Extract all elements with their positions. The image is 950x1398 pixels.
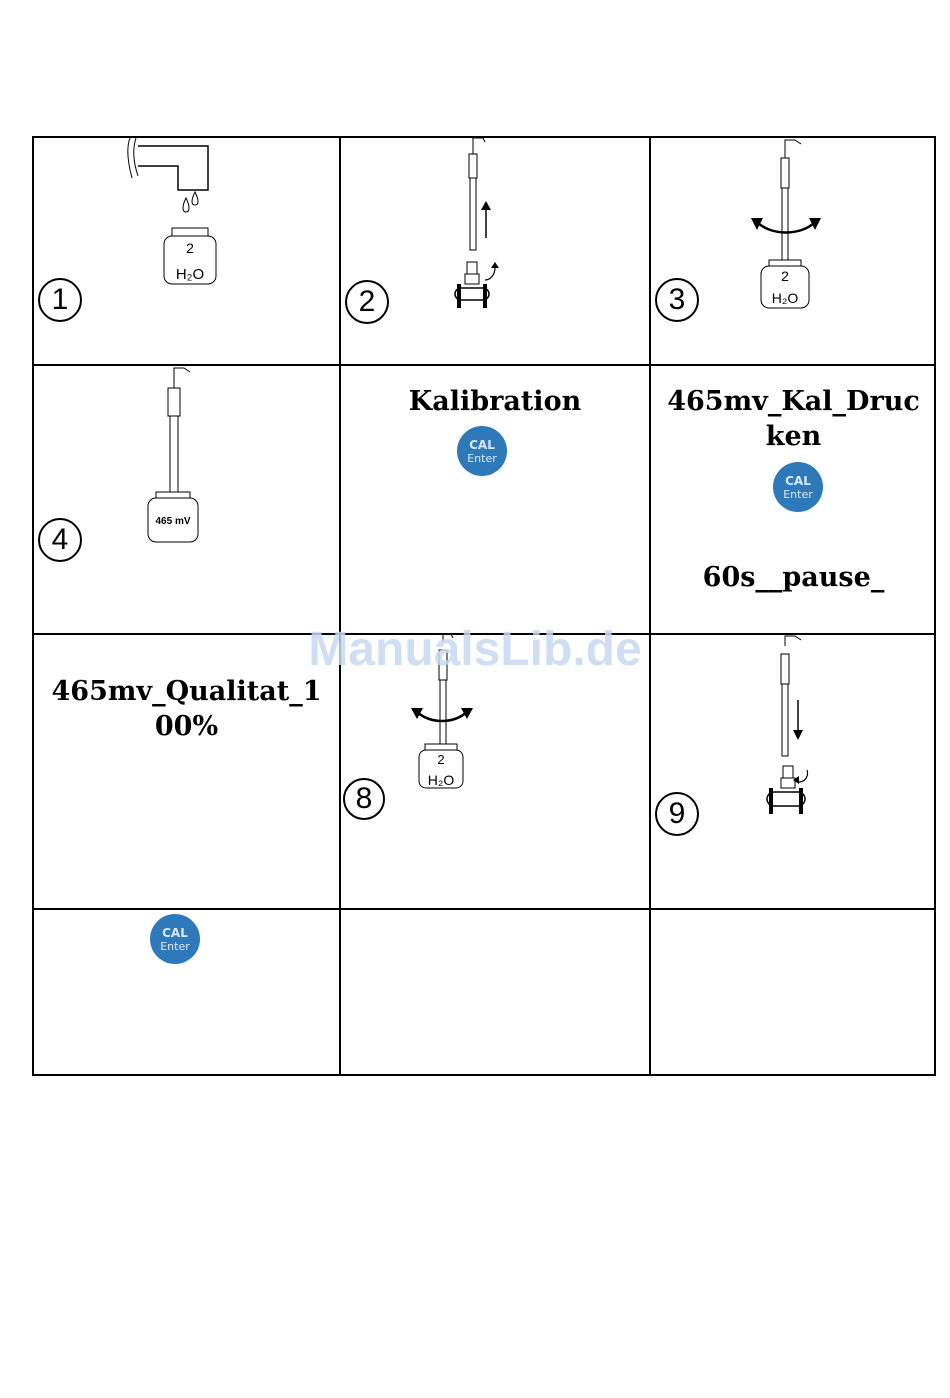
bottle-top-label: 2 <box>186 240 194 256</box>
step-5-cell <box>341 366 649 632</box>
enter-label: Enter <box>783 487 813 501</box>
electrode-icon <box>775 138 815 268</box>
pipe-clamp-icon <box>763 764 823 822</box>
calibration-caption: Kalibration <box>408 386 582 417</box>
bottle-label: H₂O <box>175 266 205 283</box>
cal-label: CAL <box>162 925 188 940</box>
step-7-cell <box>34 634 339 908</box>
electrode-icon <box>463 138 503 258</box>
step-number: 2 <box>345 280 389 324</box>
step-10-cell <box>34 910 339 1074</box>
water-drops-icon <box>178 192 208 222</box>
electrode-icon <box>164 366 204 496</box>
qualitat-caption-line2: 00% <box>154 711 219 742</box>
cal-enter-button <box>457 426 507 476</box>
faucet-icon <box>126 138 226 228</box>
kal-caption-line1: 465mv_Kal_Druc <box>667 386 920 417</box>
step-4-cell <box>34 366 339 632</box>
arrow-down-icon <box>791 698 805 744</box>
arrow-up-icon <box>479 200 493 240</box>
step-8-cell <box>341 634 649 908</box>
step-3-cell <box>651 138 936 364</box>
swirl-arrows-icon <box>751 214 821 244</box>
pause-caption: 60s__pause_ <box>702 562 885 593</box>
step-2-cell <box>341 138 649 364</box>
bottle-top-label: 2 <box>437 752 445 767</box>
pipe-clamp-icon <box>453 260 513 316</box>
qualitat-caption-line1: 465mv_Qualitat_1 <box>51 676 322 707</box>
step-number: 9 <box>655 792 699 836</box>
bottle-label: H₂O <box>771 290 799 306</box>
watermark: ManualsLib.de <box>308 623 642 676</box>
step-1-cell <box>34 138 339 364</box>
cal-enter-button <box>773 462 823 512</box>
enter-label: Enter <box>160 939 190 953</box>
kal-caption-line2: ken <box>765 421 822 452</box>
step-number: 1 <box>38 278 82 322</box>
step-6-cell <box>651 366 936 632</box>
step-number: 8 <box>343 778 385 820</box>
cal-label: CAL <box>469 437 495 452</box>
cal-enter-button <box>150 914 200 964</box>
electrode-icon <box>435 634 465 754</box>
swirl-arrows-icon <box>411 704 473 732</box>
step-number: 3 <box>655 278 699 322</box>
step-number: 4 <box>38 518 82 562</box>
enter-label: Enter <box>467 451 497 465</box>
bottle-top-label: 2 <box>781 268 789 284</box>
cal-label: CAL <box>785 473 811 488</box>
step-9-cell <box>651 634 936 908</box>
bottle-label: 465 mV <box>155 516 191 527</box>
bottle-label: H₂O <box>427 772 455 788</box>
